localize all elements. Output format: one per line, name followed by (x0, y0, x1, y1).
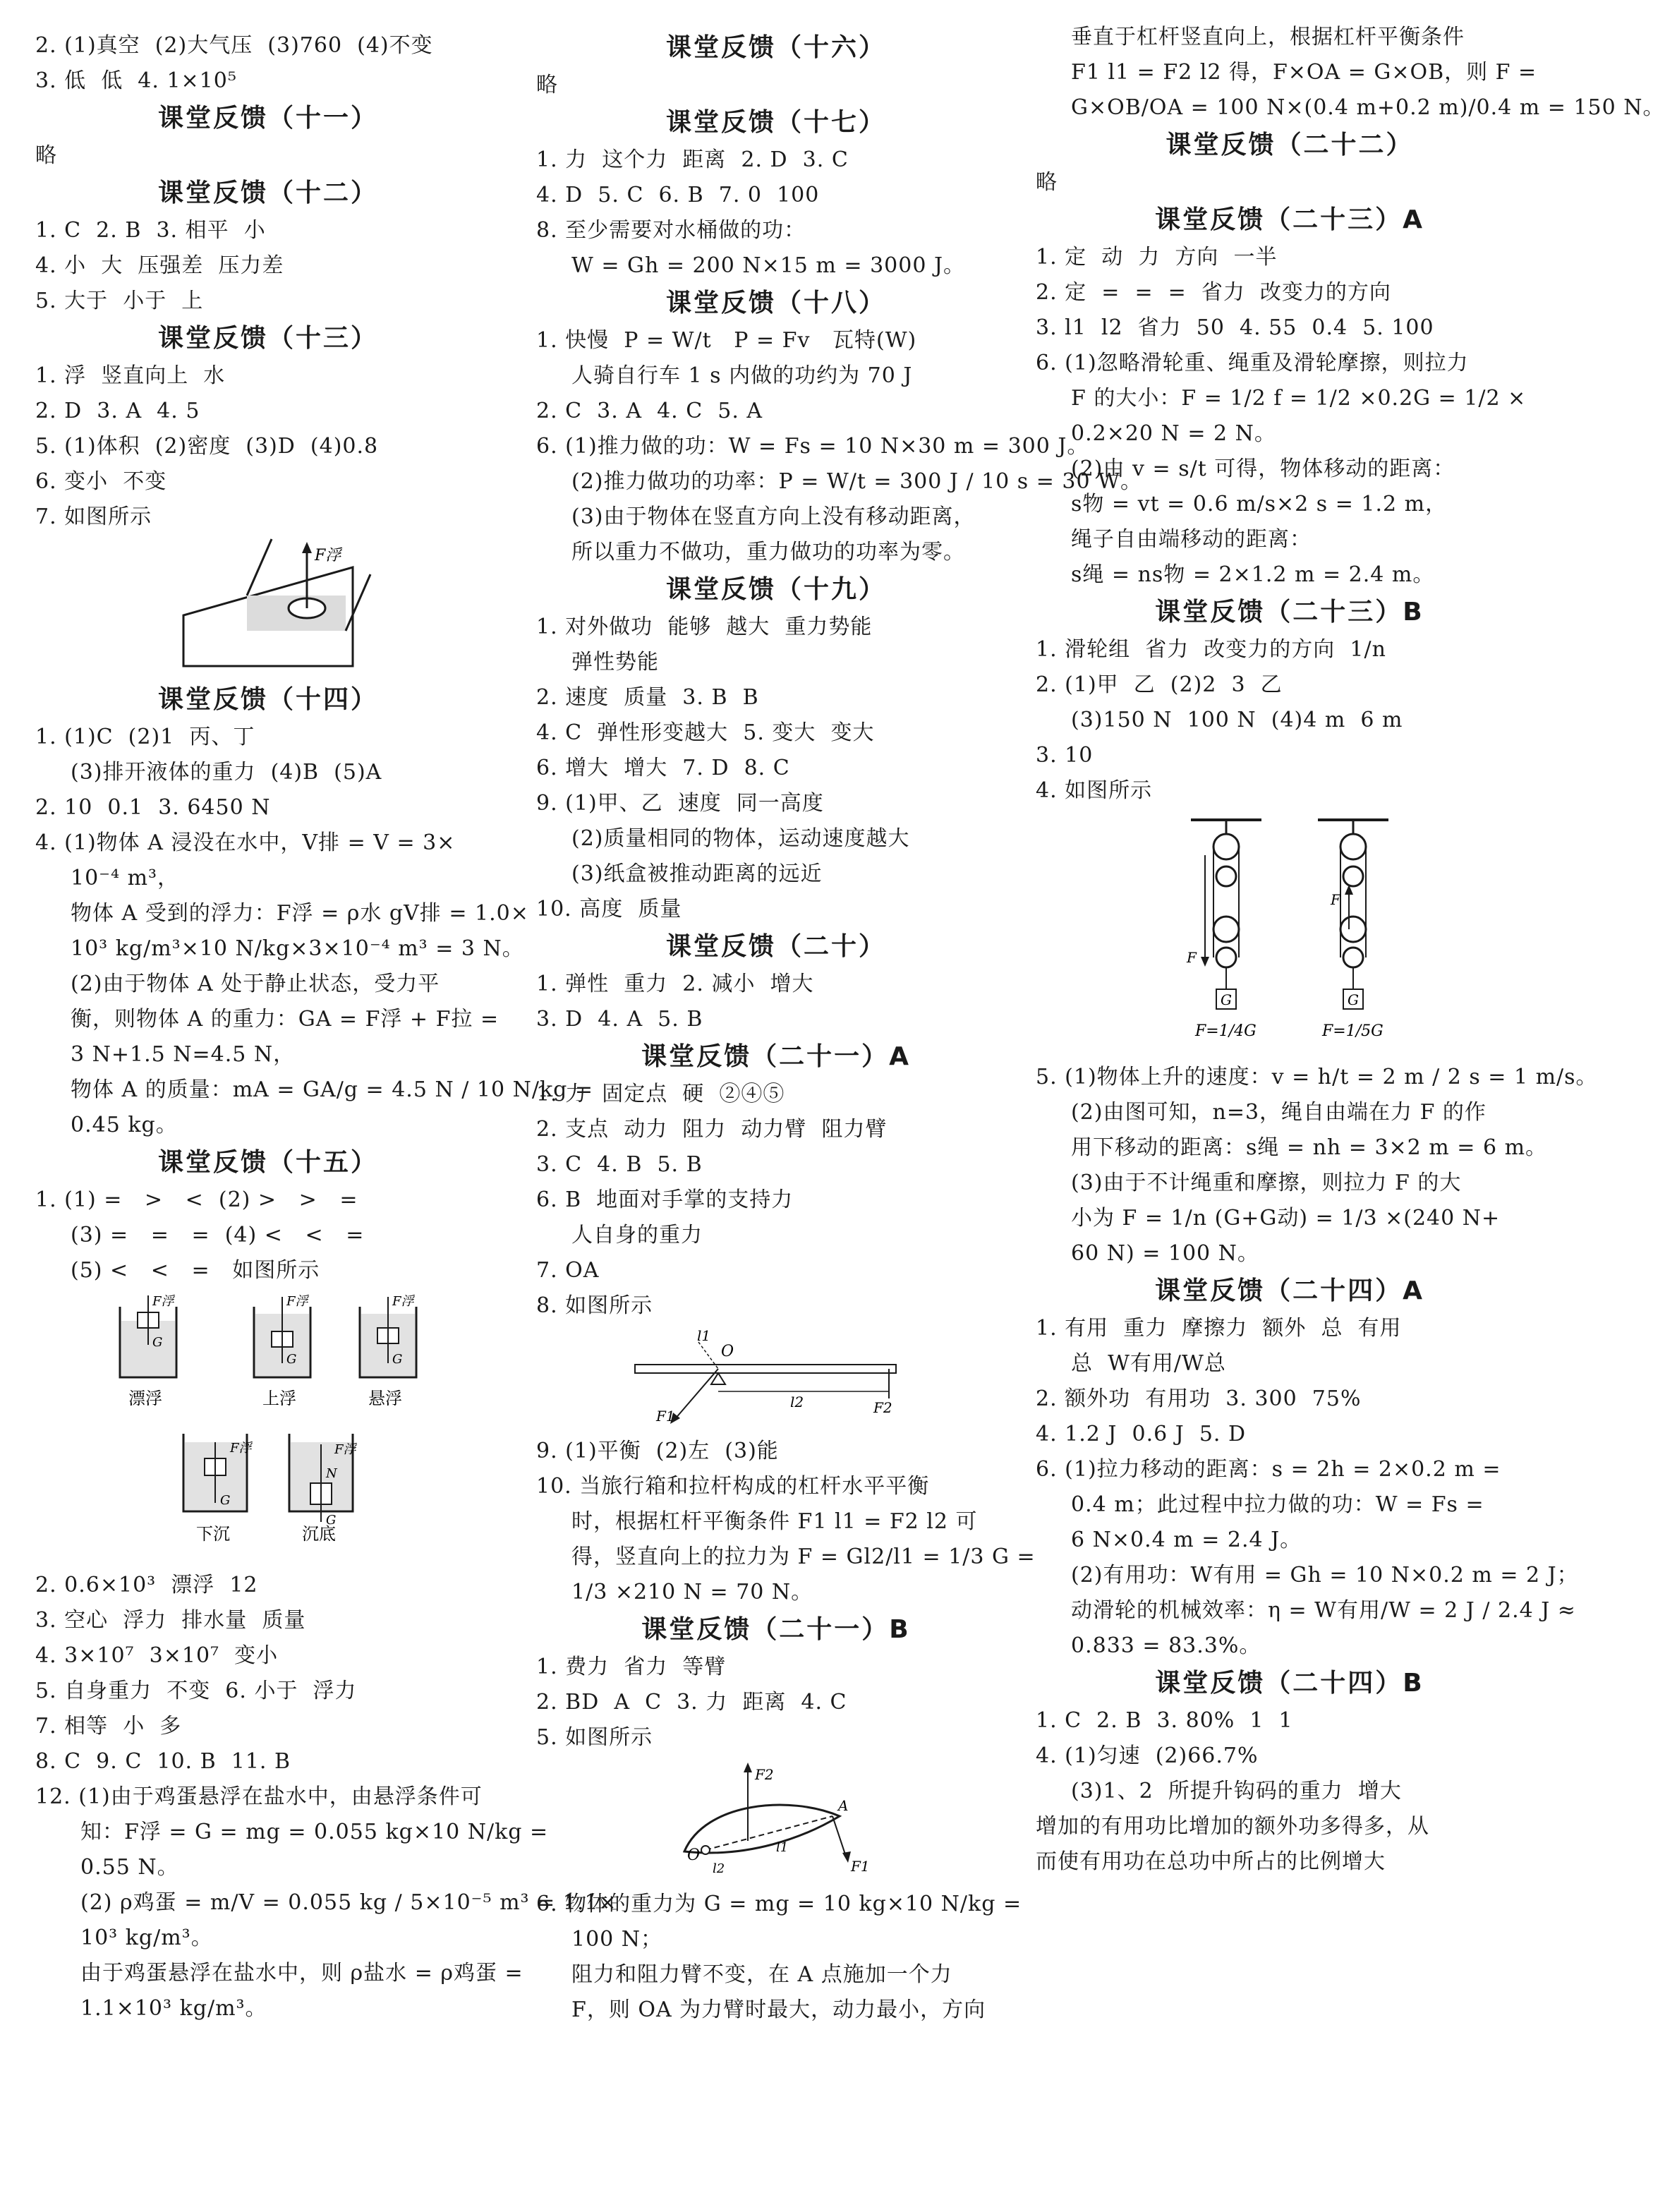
section-heading-23a: 课堂反馈（二十三）A (1155, 205, 1424, 234)
answer-line: 8. 至少需要对水桶做的功： (536, 218, 806, 243)
answer-line: 2. (1)甲 乙 (2)2 3 乙 (1036, 672, 1283, 697)
answer-line: 6. (1)拉力移动的距离：s = 2h = 2×0.2 m = (1036, 1457, 1501, 1482)
answer-line: 由于鸡蛋悬浮在盐水中，则 ρ盐水 = ρ鸡蛋 = (80, 1961, 523, 1986)
pulley-block-right (1318, 820, 1388, 1040)
answer-line: 动滑轮的机械效率：η = W有用/W = 2 J / 2.4 J ≈ (1071, 1598, 1576, 1623)
figure-label: F浮 (315, 547, 341, 564)
answer-line: 3. 低 低 4. 1×10⁵ (35, 68, 237, 93)
answer-line: 人骑自行车 1 s 内做的功约为 70 J (571, 363, 913, 388)
answer-line: 物体 A 的质量：mA = GA/g = 4.5 N / 10 N/kg = (71, 1077, 594, 1102)
answer-line: 2. 支点 动力 阻力 动力臂 阻力臂 (536, 1117, 888, 1142)
answer-line: (2)质量相同的物体，运动速度越大 (571, 826, 910, 851)
answer-line: 绳子自由端移动的距离： (1071, 527, 1312, 552)
answer-line: 1. 有用 重力 摩擦力 额外 总 有用 (1036, 1316, 1402, 1341)
answer-line: 1. 力 这个力 距离 2. D 3. C (536, 147, 849, 172)
state-label: 上浮 (262, 1389, 296, 1408)
pulley-caption: F=1/5G (1322, 1022, 1384, 1040)
answer-line: (5) < < = 如图所示 (71, 1258, 320, 1283)
answer-line: 1.1×10³ kg/m³。 (80, 1996, 267, 2021)
answer-line: 3. 10 (1036, 743, 1094, 768)
section-heading-15: 课堂反馈（十五） (157, 1148, 378, 1177)
answer-line: 5. (1)物体上升的速度：v = h/t = 2 m / 2 s = 1 m/s。 (1036, 1065, 1598, 1089)
answer-line: 0.55 N。 (80, 1855, 179, 1880)
svg-text:G: G (152, 1335, 163, 1350)
answer-line: 6. (1)推力做的功：W = Fs = 10 N×30 m = 300 J。 (536, 434, 1089, 459)
answer-line: 略 (35, 143, 57, 168)
svg-text:F1: F1 (656, 1408, 675, 1425)
answer-line: 1. (1) = > < (2) > > = (35, 1187, 358, 1212)
answer-line: 5. 如图所示 (536, 1725, 653, 1750)
answer-line: 2. 速度 质量 3. B B (536, 685, 759, 710)
answer-line: 0.2×20 N = 2 N。 (1071, 421, 1276, 446)
section-heading-23b: 课堂反馈（二十三）B (1155, 598, 1424, 627)
answer-line: 4. C 弹性形变越大 5. 变大 变大 (536, 720, 875, 745)
answer-line: 1/3 ×210 N = 70 N。 (571, 1580, 813, 1604)
answer-line: 1. C 2. B 3. 80% 1 1 (1036, 1708, 1293, 1733)
section-heading-21b: 课堂反馈（二十一）B (641, 1615, 911, 1644)
section-heading-17: 课堂反馈（十七） (665, 108, 886, 137)
svg-text:G: G (392, 1352, 403, 1367)
svg-text:N: N (326, 1466, 337, 1481)
buoyancy-slope-figure (35, 539, 501, 673)
svg-text:l2: l2 (713, 1861, 725, 1876)
answer-line: 5. 自身重力 不变 6. 小于 浮力 (35, 1679, 357, 1703)
answer-line: 8. C 9. C 10. B 11. B (35, 1749, 291, 1774)
answer-line: 12. (1)由于鸡蛋悬浮在盐水中，由悬浮条件可 (35, 1784, 483, 1809)
answer-line: 略 (536, 73, 558, 97)
answer-line: 3. l1 l2 省力 50 4. 55 0.4 5. 100 (1036, 315, 1434, 340)
answer-line: 7. OA (536, 1258, 600, 1283)
answer-line: (3)由于不计绳重和摩擦，则拉力 F 的大 (1071, 1171, 1462, 1195)
answer-line: 9. (1)甲、乙 速度 同一高度 (536, 791, 824, 816)
answer-line: 时，根据杠杆平衡条件 F1 l1 = F2 l2 可 (571, 1509, 978, 1534)
answer-line: 2. BD A C 3. 力 距离 4. C (536, 1690, 847, 1715)
answer-line: 6. (1)忽略滑轮重、绳重及滑轮摩擦，则拉力 (1036, 351, 1469, 375)
answer-line: 100 N； (571, 1927, 663, 1952)
answer-line: 10⁻⁴ m³， (71, 866, 180, 890)
answer-line: 60 N) = 100 N。 (1071, 1241, 1259, 1266)
svg-text:l2: l2 (790, 1394, 804, 1410)
answer-line: s绳 = ns物 = 2×1.2 m = 2.4 m。 (1071, 562, 1435, 587)
svg-text:F浮: F浮 (286, 1294, 308, 1309)
state-label: 悬浮 (368, 1389, 402, 1408)
answer-line: 略 (1036, 170, 1058, 195)
answer-line: 4. (1)匀速 (2)66.7% (1036, 1743, 1259, 1768)
answer-line: 知：F浮 = G = mg = 0.055 kg×10 N/kg = (80, 1820, 549, 1844)
answer-line: 阻力和阻力臂不变，在 A 点施加一个力 (571, 1962, 952, 1987)
answer-line: 10³ kg/m³。 (80, 1926, 213, 1950)
answer-line: 1. 定 动 力 方向 一半 (1036, 245, 1278, 270)
section-heading-24a: 课堂反馈（二十四）A (1155, 1276, 1424, 1305)
answer-line: (3)150 N 100 N (4)4 m 6 m (1071, 708, 1403, 732)
section-heading-24b: 课堂反馈（二十四）B (1155, 1669, 1424, 1698)
section-heading-12: 课堂反馈（十二） (157, 179, 378, 207)
svg-text:F: F (1187, 949, 1197, 966)
answer-line: 1. C 2. B 3. 相平 小 (35, 218, 266, 243)
answer-line: 6. 增大 增大 7. D 8. C (536, 756, 790, 780)
svg-text:F浮: F浮 (392, 1294, 414, 1309)
section-heading-13: 课堂反馈（十三） (157, 324, 378, 353)
section-heading-16: 课堂反馈（十六） (665, 33, 886, 62)
answer-line: 5. 大于 小于 上 (35, 289, 204, 313)
answer-line: 4. (1)物体 A 浸没在水中，V排 = V = 3× (35, 830, 456, 855)
answer-line: F1 l1 = F2 l2 得，F×OA = G×OB，则 F = (1071, 60, 1537, 85)
answer-line: 用下移动的距离：s绳 = nh = 3×2 m = 6 m。 (1071, 1135, 1548, 1160)
answer-line: 6 N×0.4 m = 2.4 J。 (1071, 1528, 1302, 1552)
answer-line: (2) ρ鸡蛋 = m/V = 0.055 kg / 5×10⁻⁵ m³ = 1.1× (80, 1890, 617, 1915)
answer-line: 弹性势能 (571, 650, 659, 675)
answer-line: 1. 快慢 P = W/t P = Fv 瓦特(W) (536, 328, 917, 353)
section-heading-21a: 课堂反馈（二十一）A (641, 1042, 911, 1071)
answer-line: 6. 变小 不变 (35, 469, 167, 494)
svg-text:G: G (220, 1493, 231, 1508)
answer-line: 2. C 3. A 4. C 5. A (536, 399, 763, 423)
state-label: 漂浮 (128, 1389, 162, 1408)
svg-text:F2: F2 (755, 1766, 774, 1783)
answer-line: 2. (1)真空 (2)大气压 (3)760 (4)不变 (35, 33, 433, 58)
answer-line: 4. 1.2 J 0.6 J 5. D (1036, 1422, 1247, 1446)
answer-line: s物 = vt = 0.6 m/s×2 s = 1.2 m， (1071, 492, 1448, 516)
floating-states-figure (35, 1293, 501, 1561)
answer-line: 0.833 = 83.3%。 (1071, 1633, 1261, 1658)
answer-line: 3. C 4. B 5. B (536, 1152, 703, 1177)
answer-line: 3 N+1.5 N=4.5 N， (71, 1042, 296, 1067)
svg-text:F2: F2 (873, 1399, 892, 1416)
answer-line: 8. 如图所示 (536, 1293, 653, 1318)
section-heading-18: 课堂反馈（十八） (665, 289, 886, 318)
answer-line: 4. 3×10⁷ 3×10⁷ 变小 (35, 1643, 279, 1668)
answer-line: 6. B 地面对手掌的支持力 (536, 1187, 794, 1212)
answer-line: 1. 力 固定点 硬 ②④⑤ (536, 1082, 785, 1106)
answer-line: 衡，则物体 A 的重力：GA = F浮 + F拉 = (71, 1007, 500, 1032)
svg-text:l1: l1 (697, 1327, 711, 1344)
answer-line: (3)纸盒被推动距离的远近 (571, 862, 823, 886)
svg-text:G: G (1221, 991, 1232, 1008)
svg-text:l1: l1 (776, 1840, 789, 1855)
answer-line: 总 W有用/W总 (1071, 1351, 1226, 1376)
answer-line: 1. 滑轮组 省力 改变力的方向 1/n (1036, 637, 1386, 662)
answer-line: 而使有用功在总功中所占的比例增大 (1036, 1849, 1386, 1874)
svg-text:F浮: F浮 (334, 1442, 356, 1457)
answer-line: 5. (1)体积 (2)密度 (3)D (4)0.8 (35, 434, 379, 459)
answer-line: 所以重力不做功，重力做功的功率为零。 (571, 540, 965, 564)
answer-line: G×OB/OA = 100 N×(0.4 m+0.2 m)/0.4 m = 150 N。 (1071, 95, 1665, 120)
answer-line: (2)由于物体 A 处于静止状态，受力平 (71, 972, 440, 996)
answer-line: 2. 10 0.1 3. 6450 N (35, 795, 271, 820)
answer-line: 小为 F = 1/n (G+G动) = 1/3 ×(240 N+ (1071, 1206, 1501, 1231)
svg-text:G: G (326, 1513, 337, 1528)
answer-line: F 的大小：F = 1/2 f = 1/2 ×0.2G = 1/2 × (1071, 386, 1527, 411)
answer-line: 4. 小 大 压强差 压力差 (35, 253, 284, 278)
answer-line: 0.45 kg。 (71, 1113, 178, 1137)
state-label: 下沉 (196, 1524, 230, 1544)
svg-text:F1: F1 (851, 1858, 870, 1875)
beaker-bottom (289, 1434, 357, 1544)
answer-line: 0.4 m；此过程中拉力做的功：W = Fs = (1071, 1492, 1484, 1517)
svg-text:A: A (838, 1797, 849, 1814)
answer-line: 1. 弹性 重力 2. 减小 增大 (536, 972, 814, 996)
beaker-suspended (360, 1294, 416, 1408)
section-heading-19: 课堂反馈（十九） (665, 575, 886, 604)
answer-line: 1. 费力 省力 等臂 (536, 1655, 727, 1679)
svg-text:F: F (1331, 891, 1340, 908)
answer-line: 3. 空心 浮力 排水量 质量 (35, 1608, 306, 1633)
answer-line: 3. D 4. A 5. B (536, 1007, 703, 1032)
answer-line: 得，竖直向上的拉力为 F = Gl2/l1 = 1/3 G = (571, 1545, 1036, 1569)
answer-line: (2)推力做功的功率：P = W/t = 300 J / 10 s = 30 W。 (571, 469, 1142, 494)
beaker-sinking (183, 1434, 253, 1544)
answer-line: (2)由 v = s/t 可得，物体移动的距离： (1071, 457, 1455, 481)
answer-line: 7. 相等 小 多 (35, 1714, 182, 1739)
answer-line: 4. D 5. C 6. B 7. 0 100 (536, 183, 820, 207)
beaker-floating (120, 1294, 176, 1408)
section-heading-20: 课堂反馈（二十） (665, 932, 886, 961)
state-label: 沉底 (302, 1524, 336, 1544)
svg-text:F浮: F浮 (230, 1441, 252, 1456)
answer-line: 1. (1)C (2)1 丙、丁 (35, 725, 255, 749)
pulley-caption: F=1/4G (1195, 1022, 1257, 1040)
answer-line: 1. 对外做功 能够 越大 重力势能 (536, 615, 873, 639)
answer-line: (2)有用功：W有用 = Gh = 10 N×0.2 m = 2 J； (1071, 1563, 1579, 1588)
answer-line: 垂直于杠杆竖直向上，根据杠杆平衡条件 (1071, 25, 1465, 49)
answer-line: 人自身的重力 (571, 1223, 703, 1247)
answer-line: W = Gh = 200 N×15 m = 3000 J。 (571, 253, 965, 278)
answer-line: (3)由于物体在竖直方向上没有移动距离， (571, 504, 976, 529)
answer-line: (2)由图可知，n=3，绳自由端在力 F 的作 (1071, 1100, 1487, 1125)
answer-line: (3) = = = (4) < < = (71, 1223, 365, 1247)
answer-line: 9. (1)平衡 (2)左 (3)能 (536, 1439, 779, 1463)
answer-line: 2. 0.6×10³ 漂浮 12 (35, 1573, 258, 1597)
answer-line: 增加的有用功比增加的额外功多得多，从 (1036, 1814, 1429, 1839)
answer-line: 7. 如图所示 (35, 504, 152, 529)
column-3 (1036, 20, 1665, 1880)
answer-line: 10³ kg/m³×10 N/kg×3×10⁻⁴ m³ = 3 N。 (71, 936, 524, 961)
answer-line: 2. 定 = = = 省力 改变力的方向 (1036, 280, 1391, 305)
pulley-block-left (1186, 820, 1261, 1040)
answer-line: 2. 额外功 有用功 3. 300 75% (1036, 1386, 1362, 1411)
svg-text:G: G (286, 1352, 297, 1367)
answer-line: (3)1、2 所提升钩码的重力 增大 (1071, 1779, 1402, 1803)
lever-figure-8 (536, 1328, 1016, 1427)
answer-line: 1. 浮 竖直向上 水 (35, 363, 226, 388)
answer-line: (3)排开液体的重力 (4)B (5)A (71, 760, 382, 785)
section-heading-11: 课堂反馈（十一） (157, 104, 378, 133)
pulley-figure (1036, 813, 1544, 1053)
answer-line: 10. 当旅行箱和拉杆构成的杠杆水平平衡 (536, 1474, 930, 1499)
answer-line: F，则 OA 为力臂时最大，动力最小，方向 (571, 1998, 986, 2022)
answer-line: 10. 高度 质量 (536, 897, 682, 921)
lever-figure-5 (536, 1760, 1016, 1880)
section-heading-22: 课堂反馈（二十二） (1166, 131, 1414, 159)
section-heading-14: 课堂反馈（十四） (157, 685, 378, 714)
svg-text:O: O (721, 1343, 734, 1360)
beaker-rising (254, 1294, 310, 1408)
svg-text:F浮: F浮 (152, 1294, 174, 1309)
answer-line: 4. 如图所示 (1036, 778, 1153, 803)
answer-line: 物体 A 受到的浮力：F浮 = ρ水 gV排 = 1.0× (71, 901, 529, 926)
svg-text:G: G (1348, 991, 1359, 1008)
answer-line: 6. 物体的重力为 G = mg = 10 kg×10 N/kg = (536, 1892, 1022, 1916)
answer-line: 2. D 3. A 4. 5 (35, 399, 200, 423)
svg-text:O: O (687, 1847, 701, 1864)
